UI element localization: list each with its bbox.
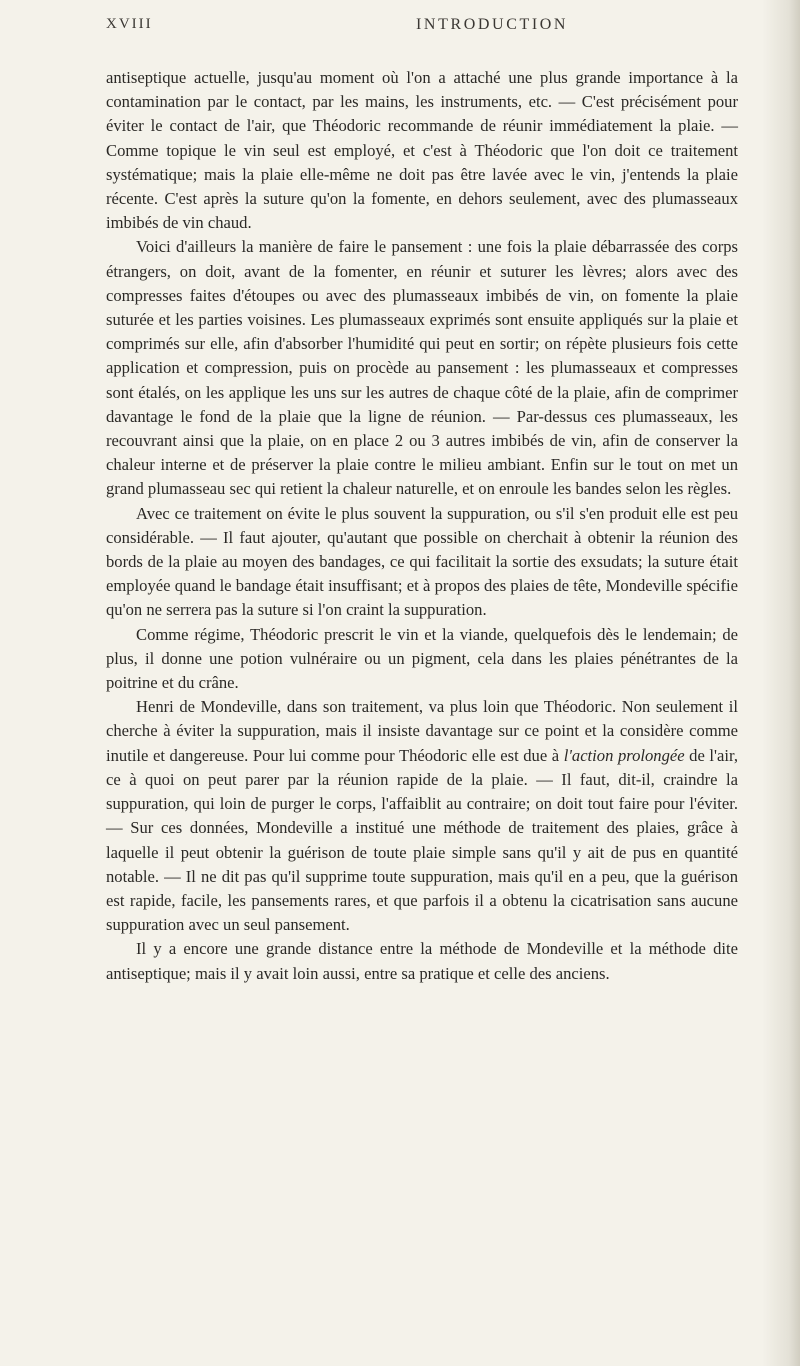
page-number: XVIII [106,16,153,32]
page-header [106,16,746,40]
running-title: INTRODUCTION [416,16,569,33]
body-text [106,66,738,986]
paragraph-4: Comme régime, Théodoric prescrit le vin et la viande, quelquefois dès le lendemain; de plus, il donne une potion vulnéraire ou un pigment, cela dans les plaies pénétrantes de la poitrine et du crâne. [106,624,738,693]
paragraph-1: antiseptique actuelle, jusqu'au moment où l'on a attaché une plus grande importance à la contamination par le contact, par les mains, les instruments, etc. — C'est précisément pour éviter le contact de l'air, que Théodoric recommande de réunir immédiatement la plaie. — Comme topique le vin seul est employé, et c'est à Théodoric que l'on doit ce traitement systématique; mais la plaie elle-même ne doit pas être lavée avec le vin, j'entends la plaie récente. C'est après la suture qu'on la fomente, en dehors seulement, avec des plumasseaux imbibés de vin chaud. [106,68,738,233]
page-edge-shadow [762,0,800,1366]
paragraph-5-part-2: de l'air, ce à quoi on peut parer par la réunion rapide de la plaie. — Il faut, dit-il, craindre la suppuration, qui loin de purger le corps, l'affaiblit au contraire; on doit tout faire pour l'éviter. — Sur ces données, Mondeville a institué une méthode de traitement des plaies, grâce à laquelle il peut obtenir la guérison de toute plaie simple sans qu'il y ait de pus en quantité notable. — Il ne dit pas qu'il supprime toute suppuration, mais qu'il en a peu, que la guérison est rapide, facile, les pansements rares, et que parfois il a obtenu la cicatrisation sans aucune suppuration avec un seul pansement. [106,745,738,935]
paragraph-5 [106,695,738,937]
paragraph-5-emphasis: l'action prolongée [563,745,685,765]
paragraph-6: Il y a encore une grande distance entre la méthode de Mondeville et la méthode dite antiseptique; mais il y avait loin aussi, entre sa pratique et celle des anciens. [106,939,738,983]
paragraph-5-part-1: Henri de Mondeville, dans son traitement, va plus loin que Théodoric. Non seulement il cherche à éviter la suppuration, mais il insiste davantage sur ce point et la considère comme inutile et dangereuse. Pour lui comme pour Théodoric elle est due à [106,697,738,765]
paragraph-2: Voici d'ailleurs la manière de faire le pansement : une fois la plaie débarrassée des corps étrangers, on doit, avant de la fomenter, en réunir et suturer les lèvres; alors avec des compresses faites d'étoupes ou avec des plumasseaux imbibés de vin, on fomente la plaie suturée et les parties voisines. Les plumasseaux exprimés sont ensuite appliqués sur la plaie et comprimés sur elle, afin d'absorber l'humidité qui peut en sortir; on répète plusieurs fois cette application et compression, puis on procède au pansement : les plumasseaux et compresses sont étalés, on les applique les uns sur les autres de chaque côté de la plaie, afin de comprimer davantage le fond de la plaie que la ligne de réunion. — Par-dessus ces plumasseaux, les recouvrant ainsi que la plaie, on en place 2 ou 3 autres imbibés de vin, afin de conserver la chaleur interne et de préserver la plaie contre le milieu ambiant. Enfin sur le tout on met un grand plumasseau sec qui retient la chaleur naturelle, et on enroule les bandes selon les règles. [106,237,738,499]
paragraph-3: Avec ce traitement on évite le plus souvent la suppuration, ou s'il s'en produit elle est peu considérable. — Il faut ajouter, qu'autant que possible on cherchait à obtenir la réunion des bords de la plaie au moyen des bandages, ce qui facilitait la sortie des exsudats; la suture était employée quand le bandage était insuffisant; et à propos des plaies de tête, Mondeville spécifie qu'on ne serrera pas la suture si l'on craint la suppuration. [106,503,738,620]
